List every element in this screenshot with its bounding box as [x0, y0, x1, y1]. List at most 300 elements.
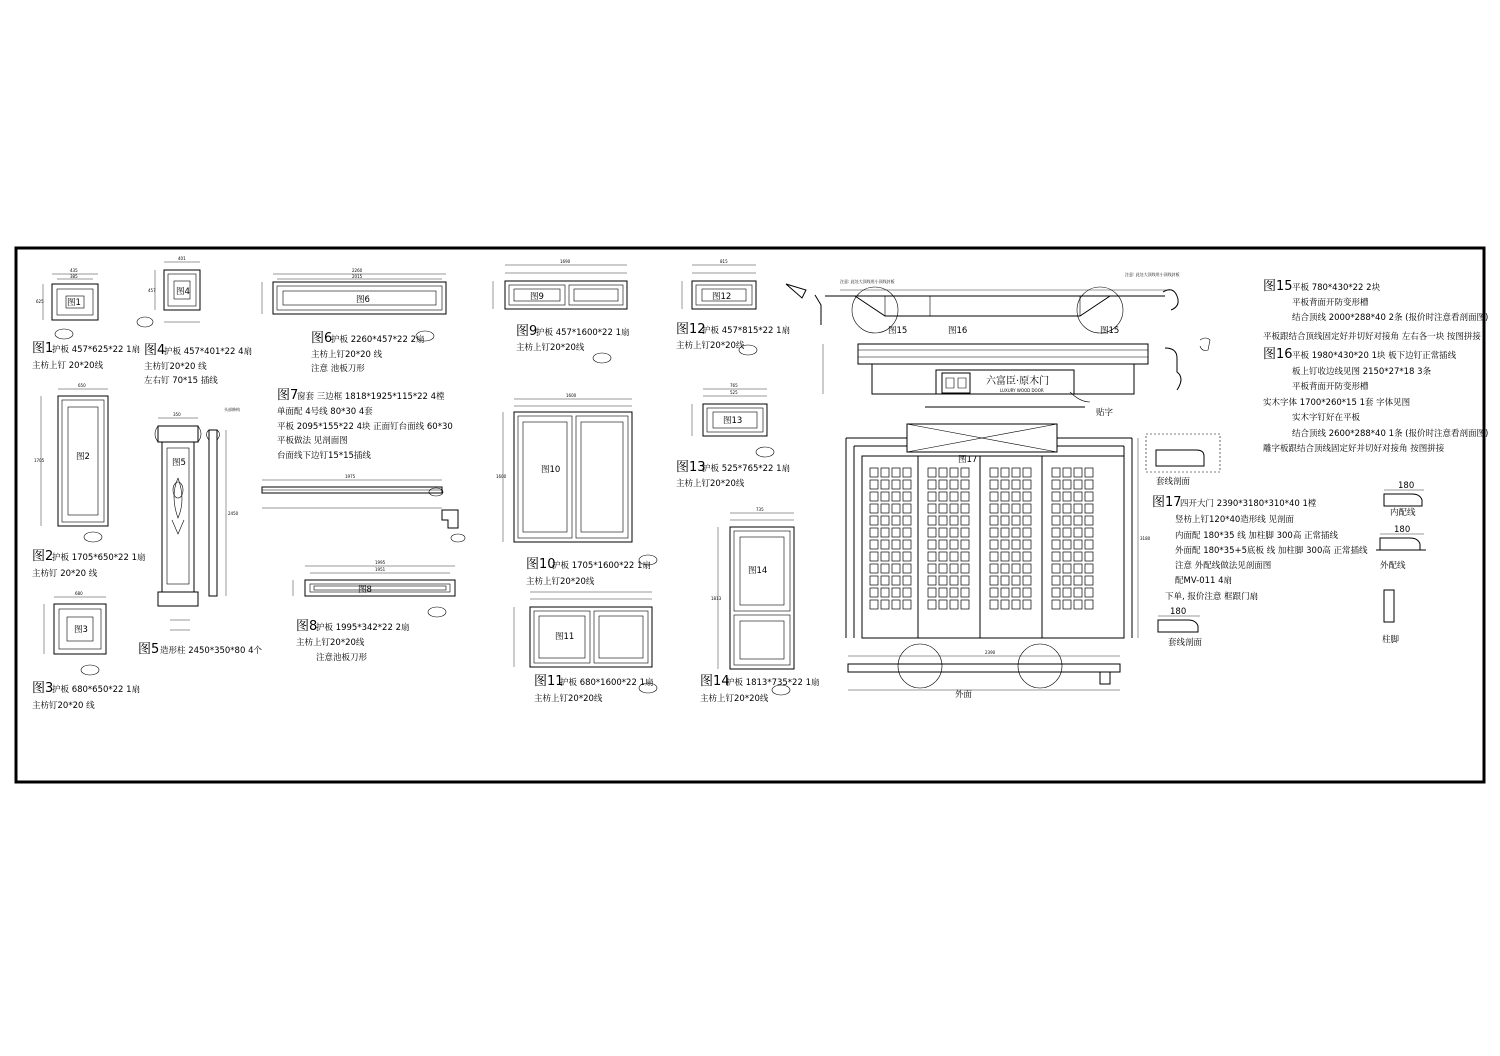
- note-text: 注意: 此处大顶线用小顶线封板: [1125, 272, 1180, 277]
- grille-cell: [1074, 492, 1082, 501]
- dim-label: 1690: [560, 259, 571, 264]
- grille-cell: [961, 480, 969, 489]
- grille-cell: [961, 588, 969, 597]
- grille-cell: [1074, 504, 1082, 513]
- grille-cell: [939, 600, 947, 609]
- panel-fig8: [293, 560, 455, 617]
- fig-desc: 护板 457*401*22 4扇: [164, 347, 253, 357]
- grille-cell: [1012, 552, 1020, 561]
- panel-label: 图9: [530, 292, 544, 302]
- grille-cell: [892, 480, 900, 489]
- grille-cell: [903, 564, 911, 573]
- casing-section-bottom: [1158, 607, 1203, 648]
- grille-cell: [903, 468, 911, 477]
- grille-cell: [1052, 492, 1060, 501]
- panel-label: 图10: [541, 465, 561, 475]
- panel-fig6: [262, 268, 446, 341]
- dim-label: 625: [36, 299, 44, 304]
- grille-cell: [1001, 600, 1009, 609]
- fig-desc: 护板 1813*735*22 1扇: [726, 678, 820, 688]
- grille-cell: [950, 528, 958, 537]
- grille-cell: [1052, 516, 1060, 525]
- fig17-notes: [1152, 495, 1368, 602]
- grille-cell: [903, 504, 911, 513]
- fig-desc: 平板 1980*430*20 1块 板下边钉正常插线: [1292, 351, 1457, 361]
- panel-label: 图11: [555, 632, 575, 642]
- fig-title: 图11: [534, 674, 564, 689]
- grille-cell: [1023, 528, 1031, 537]
- grille-cell: [961, 468, 969, 477]
- grille-cell: [1074, 516, 1082, 525]
- fig-note: 板上钉收边线见图 2150*27*18 3条: [1292, 367, 1432, 377]
- grille-cell: [961, 576, 969, 585]
- grille-cell: [870, 600, 878, 609]
- grille-cell: [1001, 576, 1009, 585]
- grille-cell: [1085, 564, 1093, 573]
- grille-cell: [903, 480, 911, 489]
- section-label: 套线剖面: [1156, 477, 1191, 487]
- grille-cell: [1001, 468, 1009, 477]
- grille-cell: [1052, 468, 1060, 477]
- grille-cell: [1012, 528, 1020, 537]
- grille-cell: [1074, 564, 1082, 573]
- grille-cell: [1074, 588, 1082, 597]
- fig-desc: 四开大门 2390*3180*310*40 1樘: [1180, 499, 1317, 509]
- panel-label: 图1: [67, 298, 81, 308]
- grille-cell: [1074, 480, 1082, 489]
- grille-cell: [1074, 468, 1082, 477]
- grille-cell: [939, 528, 947, 537]
- fig-note: 内面配 180*35 线 加柱脚 300高 正常插线: [1175, 531, 1339, 541]
- dim-label: 2260: [352, 268, 363, 273]
- grille-cell: [1074, 552, 1082, 561]
- grille-cell: [881, 588, 889, 597]
- panel-label: 图4: [176, 287, 190, 297]
- door-grilles: [870, 468, 1093, 609]
- grille-cell: [1074, 576, 1082, 585]
- grille-cell: [939, 492, 947, 501]
- grille-cell: [1012, 516, 1020, 525]
- grille-cell: [1012, 564, 1020, 573]
- logo-cn: 六富臣·原木门: [986, 376, 1050, 387]
- fig-note: 主枋上钉20*20线: [676, 341, 745, 351]
- grille-cell: [870, 588, 878, 597]
- dim-label: 525: [730, 390, 738, 395]
- panel-label: 图6: [356, 295, 370, 305]
- dim-label: 1600: [496, 474, 507, 479]
- grille-cell: [1085, 540, 1093, 549]
- grille-cell: [892, 504, 900, 513]
- fig-note: 主枋上钉 20*20线: [32, 361, 104, 371]
- grille-cell: [950, 576, 958, 585]
- fig-desc: 护板 1705*650*22 1扇: [52, 553, 146, 563]
- panel-label: 图8: [358, 585, 372, 595]
- door-plan-top: [786, 271, 1180, 336]
- dim-label: 3180: [1140, 536, 1151, 541]
- dim-label: 385: [70, 274, 78, 279]
- door-plan-bottom: [848, 644, 1120, 700]
- grille-cell: [881, 480, 889, 489]
- dim-label: 350: [173, 412, 181, 417]
- grille-cell: [1063, 480, 1071, 489]
- fig-title: 图15: [1263, 279, 1293, 294]
- grille-cell: [928, 492, 936, 501]
- dim-label: 180: [1394, 525, 1411, 535]
- panel-label: 图13: [723, 416, 743, 426]
- grille-cell: [1085, 552, 1093, 561]
- dim-label: 1975: [345, 474, 356, 479]
- grille-cell: [1023, 516, 1031, 525]
- panel-label: 图12: [712, 292, 732, 302]
- grille-cell: [950, 516, 958, 525]
- dim-label: 457: [148, 288, 156, 293]
- grille-cell: [881, 492, 889, 501]
- grille-cell: [1012, 468, 1020, 477]
- dim-label: 680: [75, 591, 83, 596]
- fig-desc: 护板 457*815*22 1扇: [702, 326, 791, 336]
- panel-label: 图3: [74, 625, 88, 635]
- grille-cell: [1052, 588, 1060, 597]
- grille-cell: [928, 504, 936, 513]
- fig-title: 图16: [1263, 347, 1293, 362]
- grille-cell: [1085, 504, 1093, 513]
- profile-inner: [1384, 481, 1424, 518]
- grille-cell: [950, 552, 958, 561]
- grille-cell: [1063, 504, 1071, 513]
- grille-cell: [881, 564, 889, 573]
- grille-cell: [1085, 528, 1093, 537]
- fig-title: 图17: [1152, 495, 1182, 510]
- dim-label: 头部修构: [224, 407, 240, 412]
- grille-cell: [928, 576, 936, 585]
- grille-cell: [1052, 576, 1060, 585]
- grille-cell: [1074, 528, 1082, 537]
- grille-cell: [1012, 480, 1020, 489]
- fig-desc: 护板 525*765*22 1扇: [702, 464, 791, 474]
- grille-cell: [1012, 504, 1020, 513]
- fig-note: 注意池板刀形: [316, 653, 368, 663]
- grille-cell: [1023, 492, 1031, 501]
- grille-cell: [1085, 480, 1093, 489]
- fig-title: 图9: [516, 324, 538, 339]
- fig-note: 平板跟结合顶线固定好并切好对接角 左右各一块 按图拼接: [1263, 332, 1481, 342]
- fig-note: 竖枋上钉120*40造形线 见剖面: [1175, 515, 1294, 525]
- grille-cell: [961, 528, 969, 537]
- grille-cell: [990, 552, 998, 561]
- grille-cell: [881, 516, 889, 525]
- grille-cell: [903, 540, 911, 549]
- profile-label: 柱脚: [1382, 635, 1400, 645]
- grille-cell: [928, 516, 936, 525]
- fig-note: 注意 池板刀形: [311, 364, 365, 374]
- fig-note: 实木字体 1700*260*15 1套 字体见图: [1263, 398, 1411, 408]
- fig-note: 主枋上钉20*20线: [516, 343, 585, 353]
- grille-cell: [1074, 600, 1082, 609]
- grille-cell: [892, 552, 900, 561]
- grille-cell: [939, 540, 947, 549]
- fig-title: 图3: [32, 681, 54, 696]
- grille-cell: [1001, 588, 1009, 597]
- profile-outer: [1376, 525, 1426, 571]
- grille-cell: [1001, 492, 1009, 501]
- grille-cell: [1023, 504, 1031, 513]
- fig-note: 下单, 报价注意 框跟门扇: [1165, 592, 1259, 602]
- grille-cell: [1063, 588, 1071, 597]
- grille-cell: [928, 600, 936, 609]
- fig-title: 图6: [311, 331, 333, 346]
- grille-cell: [961, 516, 969, 525]
- grille-cell: [870, 564, 878, 573]
- grille-cell: [892, 468, 900, 477]
- grille-cell: [950, 540, 958, 549]
- fig-note: 主枋上钉20*20 线: [311, 350, 383, 360]
- grille-cell: [1023, 564, 1031, 573]
- grille-cell: [928, 588, 936, 597]
- grille-cell: [1052, 540, 1060, 549]
- grille-cell: [1063, 528, 1071, 537]
- grille-cell: [1023, 540, 1031, 549]
- grille-cell: [1085, 600, 1093, 609]
- grille-cell: [870, 480, 878, 489]
- grille-cell: [990, 540, 998, 549]
- grille-cell: [939, 516, 947, 525]
- fig-title: 图5: [138, 642, 160, 657]
- grille-cell: [1063, 492, 1071, 501]
- fig-desc: 护板 1705*1600*22 1扇: [552, 561, 651, 571]
- grille-cell: [928, 552, 936, 561]
- fig-note: 主枋钉20*20 线: [144, 362, 207, 372]
- section-fig7: [262, 474, 465, 542]
- dim-label: 1995: [375, 560, 386, 565]
- fig-note: 主枋上钉20*20线: [534, 694, 603, 704]
- grille-cell: [1063, 468, 1071, 477]
- grille-cell: [950, 480, 958, 489]
- grille-cell: [950, 504, 958, 513]
- grille-cell: [939, 504, 947, 513]
- fig-note: 实木字钉好在平板: [1292, 413, 1361, 423]
- dim-label: 180: [1398, 481, 1415, 491]
- door-elevation: [846, 424, 1151, 638]
- grille-cell: [950, 468, 958, 477]
- fig-desc: 护板 1995*342*22 2扇: [316, 623, 410, 633]
- dim-label: 180: [1170, 607, 1187, 617]
- dim-label: 815: [720, 259, 728, 264]
- dim-label: 2015: [352, 274, 363, 279]
- logo-en: LUXURY WOOD DOOR: [1000, 388, 1044, 393]
- grille-cell: [1012, 540, 1020, 549]
- fig-desc: 窗套 三边框 1818*1925*115*22 4樘: [297, 392, 445, 402]
- outer-label: 外面: [955, 690, 973, 700]
- fig-desc: 护板 457*625*22 1扇: [52, 345, 141, 355]
- fig-note: 平板 2095*155*22 4块 正面钉台面线 60*30: [277, 422, 453, 432]
- grille-cell: [990, 492, 998, 501]
- dim-label: 1951: [375, 567, 386, 572]
- grille-cell: [1023, 588, 1031, 597]
- grille-cell: [939, 552, 947, 561]
- grille-cell: [870, 504, 878, 513]
- casing-section-detail: [1146, 434, 1220, 487]
- grille-cell: [1023, 576, 1031, 585]
- grille-cell: [1063, 552, 1071, 561]
- panel-fig3: [44, 591, 106, 675]
- grille-cell: [903, 600, 911, 609]
- grille-cell: [950, 564, 958, 573]
- grille-cell: [1052, 528, 1060, 537]
- grille-cell: [881, 576, 889, 585]
- fig-title: 图13: [676, 460, 706, 475]
- grille-cell: [1052, 504, 1060, 513]
- grille-cell: [881, 504, 889, 513]
- grille-cell: [903, 588, 911, 597]
- panel-fig1: [36, 268, 98, 339]
- dim-label: 650: [78, 383, 86, 388]
- grille-cell: [990, 576, 998, 585]
- grille-cell: [950, 588, 958, 597]
- grille-cell: [1063, 576, 1071, 585]
- fig-title: 图4: [144, 343, 166, 358]
- grille-cell: [961, 504, 969, 513]
- dim-label: 1600: [566, 393, 577, 398]
- panel-label: 图5: [172, 458, 186, 468]
- grille-cell: [1012, 576, 1020, 585]
- grille-cell: [1012, 600, 1020, 609]
- fig-note: 平板背面开防变形槽: [1292, 382, 1369, 392]
- grille-cell: [903, 552, 911, 561]
- grille-cell: [961, 600, 969, 609]
- fig-title: 图10: [526, 557, 556, 572]
- grille-cell: [870, 516, 878, 525]
- grille-cell: [903, 516, 911, 525]
- fig-title: 图1: [32, 341, 54, 356]
- fig-note: 主枋钉20*20 线: [32, 701, 95, 711]
- fig-note: 配MV-011 4扇: [1175, 576, 1233, 586]
- grille-cell: [1085, 492, 1093, 501]
- fig-note: 左右钉 70*15 插线: [144, 376, 218, 386]
- fig-note: 结合顶线 2000*288*40 2条 (报价时注意看剖面图): [1292, 313, 1489, 323]
- grille-cell: [892, 528, 900, 537]
- grille-cell: [892, 588, 900, 597]
- grille-cell: [870, 468, 878, 477]
- fig-note: 结合顶线 2600*288*40 1条 (报价时注意看剖面图): [1292, 429, 1489, 439]
- dim-label: 765: [730, 383, 738, 388]
- grille-cell: [961, 564, 969, 573]
- grille-cell: [1001, 516, 1009, 525]
- grille-cell: [1001, 552, 1009, 561]
- grille-cell: [870, 576, 878, 585]
- fig-desc: 平板 780*430*22 2块: [1292, 283, 1381, 293]
- dim-label: 401: [178, 256, 186, 261]
- grille-cell: [950, 492, 958, 501]
- fig-note: 外面配 180*35+5底板 线 加柱脚 300高 正常插线: [1175, 546, 1368, 556]
- grille-cell: [881, 540, 889, 549]
- grille-cell: [1052, 600, 1060, 609]
- fig-title: 图8: [296, 619, 318, 634]
- grille-cell: [1001, 528, 1009, 537]
- panel-fig13: [692, 383, 774, 457]
- fig-title: 图14: [700, 674, 730, 689]
- grille-cell: [892, 600, 900, 609]
- panel-label: 图16: [948, 326, 968, 336]
- grille-cell: [881, 468, 889, 477]
- grille-cell: [1063, 564, 1071, 573]
- grille-cell: [1023, 468, 1031, 477]
- fig-desc: 护板 680*1600*22 1扇: [560, 678, 654, 688]
- section-label: 套线剖面: [1168, 638, 1203, 648]
- grille-cell: [961, 540, 969, 549]
- dim-label: 1705: [34, 458, 45, 463]
- grille-cell: [870, 528, 878, 537]
- grille-cell: [990, 564, 998, 573]
- grille-cell: [928, 564, 936, 573]
- panel-label: 图14: [748, 566, 768, 576]
- grille-cell: [961, 492, 969, 501]
- profile-base: [1382, 590, 1400, 645]
- grille-cell: [870, 492, 878, 501]
- fig-desc: 护板 457*1600*22 1扇: [536, 328, 630, 338]
- grille-cell: [1012, 588, 1020, 597]
- grille-cell: [990, 504, 998, 513]
- fig-note: 平板背面开防变形槽: [1292, 298, 1369, 308]
- grille-cell: [892, 492, 900, 501]
- fig-desc: 造形柱 2450*350*80 4个: [160, 646, 262, 656]
- panel-label: 图17: [958, 455, 978, 465]
- grille-cell: [870, 552, 878, 561]
- grille-cell: [928, 480, 936, 489]
- grille-cell: [1001, 564, 1009, 573]
- panel-label: 图15: [1100, 326, 1120, 336]
- grille-cell: [903, 528, 911, 537]
- grille-cell: [928, 540, 936, 549]
- grille-cell: [1052, 552, 1060, 561]
- grille-cell: [1085, 516, 1093, 525]
- panel-fig2: [34, 383, 108, 542]
- tie-label: 贴字: [1096, 408, 1114, 418]
- grille-cell: [928, 468, 936, 477]
- grille-cell: [870, 540, 878, 549]
- grille-cell: [1085, 588, 1093, 597]
- fig-note: 主枋上钉20*20线: [700, 694, 769, 704]
- grille-cell: [1074, 540, 1082, 549]
- grille-cell: [990, 468, 998, 477]
- grille-cell: [990, 528, 998, 537]
- grille-cell: [939, 588, 947, 597]
- grille-cell: [990, 480, 998, 489]
- grille-cell: [892, 564, 900, 573]
- dim-label: 2450: [228, 511, 239, 516]
- grille-cell: [1001, 540, 1009, 549]
- panel-fig14: [711, 507, 794, 695]
- fig-note: 注意 外配线做法见剖面图: [1175, 561, 1272, 571]
- grille-cell: [881, 600, 889, 609]
- fig16-notes: [1263, 347, 1488, 454]
- panel-fig5: [155, 406, 240, 630]
- profile-label: 外配线: [1380, 561, 1406, 571]
- grille-cell: [892, 540, 900, 549]
- dim-label: 1813: [711, 596, 722, 601]
- grille-cell: [990, 600, 998, 609]
- note-text: 注意: 此处大顶线用小顶线封板: [840, 279, 895, 284]
- grille-cell: [1063, 516, 1071, 525]
- grille-cell: [1063, 540, 1071, 549]
- grille-cell: [928, 528, 936, 537]
- fig15-notes: [1263, 279, 1488, 342]
- panel-label: 图2: [76, 452, 90, 462]
- dim-label: 2390: [985, 650, 996, 655]
- fig-note: 雕字板跟结合顶线固定好并切好对接角 按图拼接: [1263, 444, 1445, 454]
- fig-note: 单面配 4号线 80*30 4套: [277, 407, 373, 417]
- grille-cell: [881, 552, 889, 561]
- panel-fig10: [496, 393, 657, 565]
